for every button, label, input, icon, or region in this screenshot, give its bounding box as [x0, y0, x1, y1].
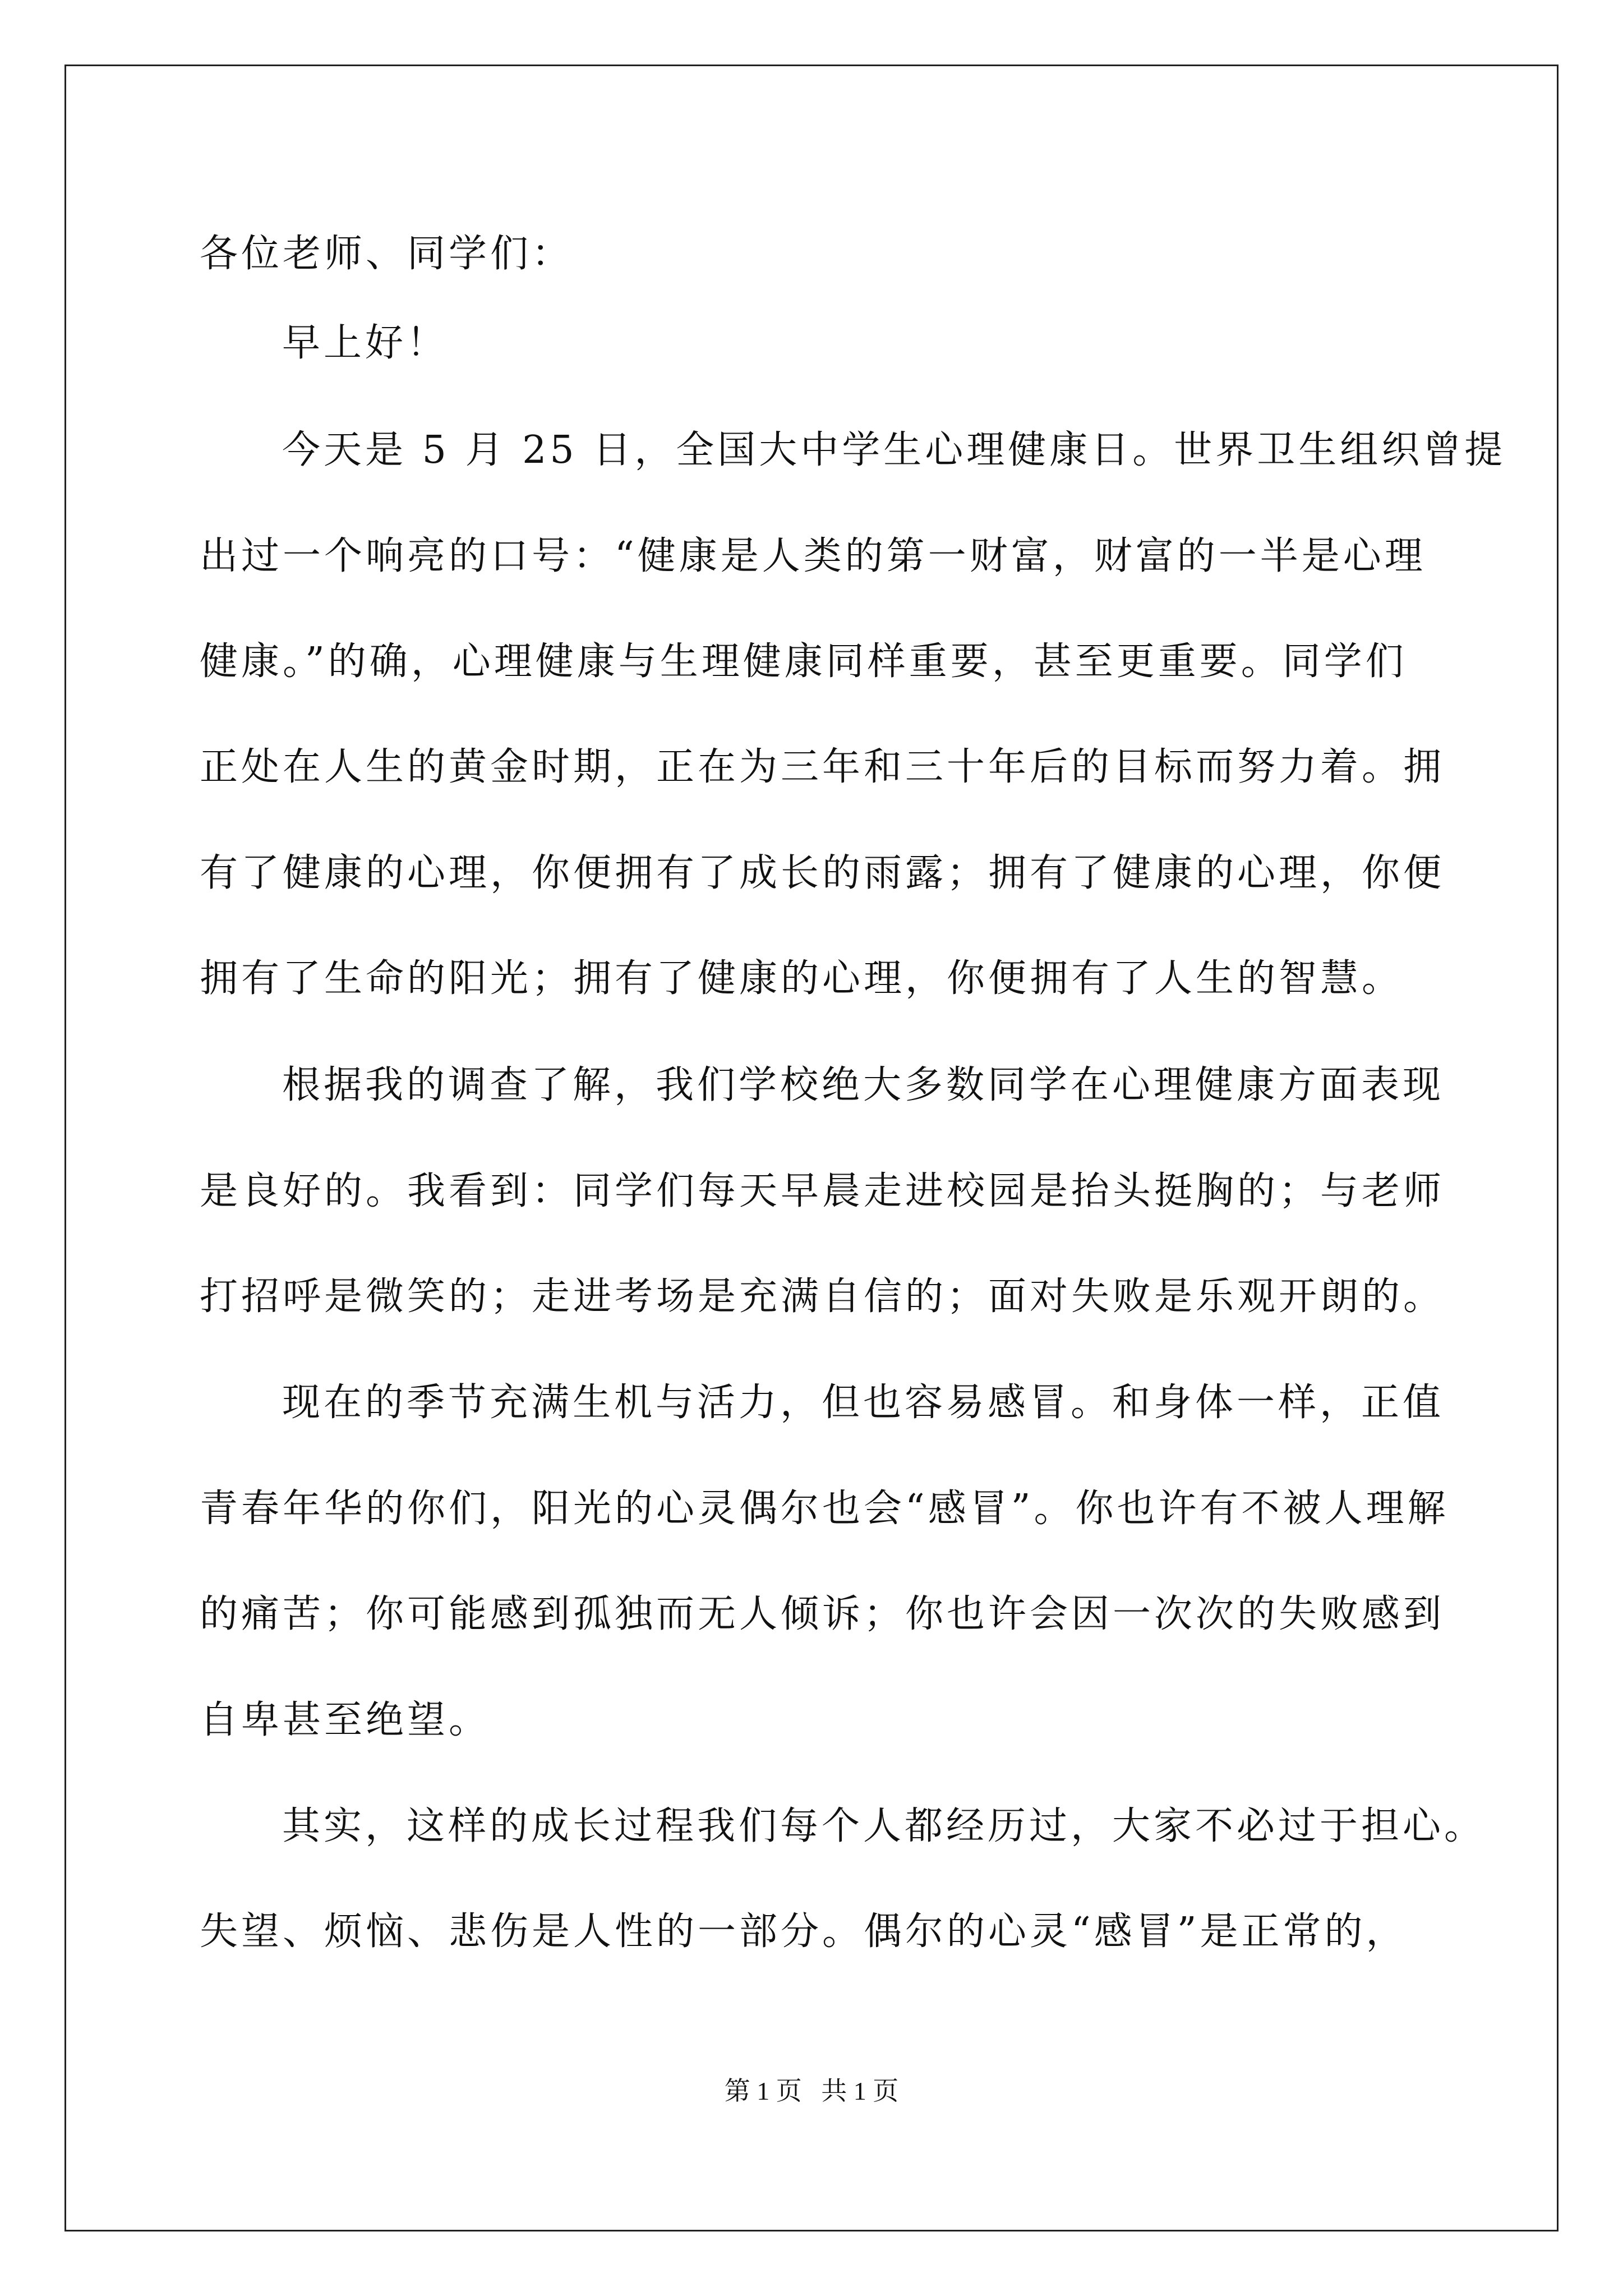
- paragraph-1-line-5: 有了健康的心理，你便拥有了成长的雨露；拥有了健康的心理，你便: [200, 851, 1445, 895]
- paragraph-1-line-4: 正处在人生的黄金时期，正在为三年和三十年后的目标而努力着。拥: [200, 745, 1445, 789]
- paragraph-3-line-4: 自卑甚至绝望。: [200, 1698, 491, 1742]
- paragraph-2-line-3: 打招呼是微笑的；走进考场是充满自信的；面对失败是乐观开朗的。: [200, 1274, 1445, 1319]
- paragraph-3-line-1: 现在的季节充满生机与活力，但也容易感冒。和身体一样，正值: [282, 1381, 1445, 1425]
- greeting-line: 早上好！: [282, 321, 449, 365]
- salutation-line: 各位老师、同学们：: [200, 232, 574, 276]
- paragraph-1-line-6: 拥有了生命的阳光；拥有了健康的心理，你便拥有了人生的智慧。: [200, 956, 1404, 1001]
- paragraph-4-line-1: 其实，这样的成长过程我们每个人都经历过，大家不必过于担心。: [282, 1804, 1486, 1848]
- paragraph-1-line-3: 健康。”的确，心理健康与生理健康同样重要，甚至更重要。同学们: [200, 639, 1407, 684]
- paragraph-1-line-2: 出过一个响亮的口号：“健康是人类的第一财富，财富的一半是心理: [200, 534, 1426, 578]
- paragraph-2-line-2: 是良好的。我看到：同学们每天早晨走进校园是抬头挺胸的；与老师: [200, 1169, 1445, 1213]
- paragraph-4-line-2: 失望、烦恼、悲伤是人性的一部分。偶尔的心灵“感冒”是正常的，: [200, 1910, 1408, 1954]
- paragraph-3-line-3: 的痛苦；你可能感到孤独而无人倾诉；你也许会因一次次的失败感到: [200, 1592, 1445, 1636]
- paragraph-2-line-1: 根据我的调查了解，我们学校绝大多数同学在心理健康方面表现: [282, 1063, 1445, 1107]
- paragraph-3-line-2: 青春年华的你们，阳光的心灵偶尔也会“感冒”。你也许有不被人理解: [200, 1487, 1449, 1531]
- page-number-footer: 第 1 页 共 1 页: [724, 2077, 899, 2105]
- paragraph-1-line-1: 今天是 5 月 25 日，全国大中学生心理健康日。世界卫生组织曾提: [282, 428, 1506, 472]
